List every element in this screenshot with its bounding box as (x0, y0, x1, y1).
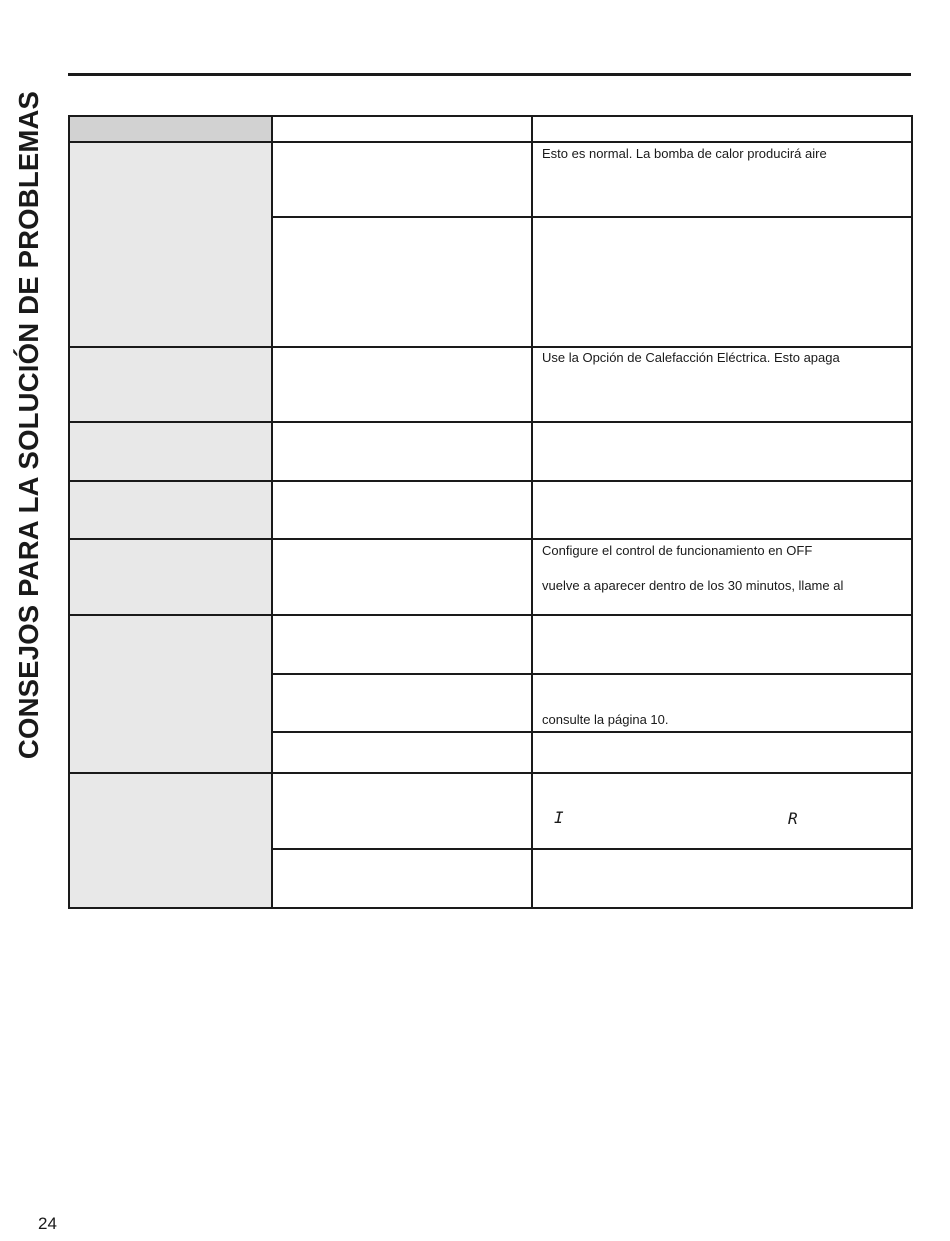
solution-text-row8: consulte la página 10. (542, 712, 669, 727)
table-border-left (68, 115, 70, 909)
page-number: 24 (38, 1214, 57, 1233)
table-border-right (911, 115, 913, 909)
problem-cell-3 (69, 422, 272, 480)
table-border-top (68, 115, 913, 117)
troubleshooting-table (68, 115, 913, 909)
side-title-text: CONSEJOS PARA LA SOLUCIÓN DE PROBLEMAS (13, 90, 45, 760)
table-divider-col1 (271, 115, 273, 909)
row-line (68, 772, 913, 774)
table-border-bottom (68, 907, 913, 909)
solution-text-row6-line2: vuelve a aparecer dentro de los 30 minutos, llame al (542, 578, 844, 593)
problem-cell-1 (69, 142, 272, 346)
display-glyph-r: R (788, 809, 798, 828)
header-cell-problem (69, 116, 272, 142)
row-line (68, 480, 913, 482)
side-title (9, 37, 49, 813)
sub-row-line (271, 848, 913, 850)
row-line (68, 614, 913, 616)
solution-text-row6-line1: Configure el control de funcionamiento en OFF (542, 543, 813, 558)
row-line (68, 538, 913, 540)
solution-text-row1: Esto es normal. La bomba de calor producirá aire (542, 146, 827, 161)
table-divider-col2 (531, 115, 533, 909)
row-line (68, 421, 913, 423)
top-rule (68, 73, 911, 76)
display-glyph-one: I (554, 808, 564, 827)
problem-cell-6 (69, 615, 272, 772)
row-line (68, 346, 913, 348)
problem-cell-2 (69, 347, 272, 421)
sub-row-line (271, 216, 913, 218)
sub-row-line (271, 673, 913, 675)
problem-cell-5 (69, 539, 272, 614)
row-line (68, 141, 913, 143)
solution-text-row3: Use la Opción de Calefacción Eléctrica. Esto apaga (542, 350, 840, 365)
problem-cell-7 (69, 773, 272, 907)
problem-cell-4 (69, 481, 272, 538)
sub-row-line (271, 731, 913, 733)
